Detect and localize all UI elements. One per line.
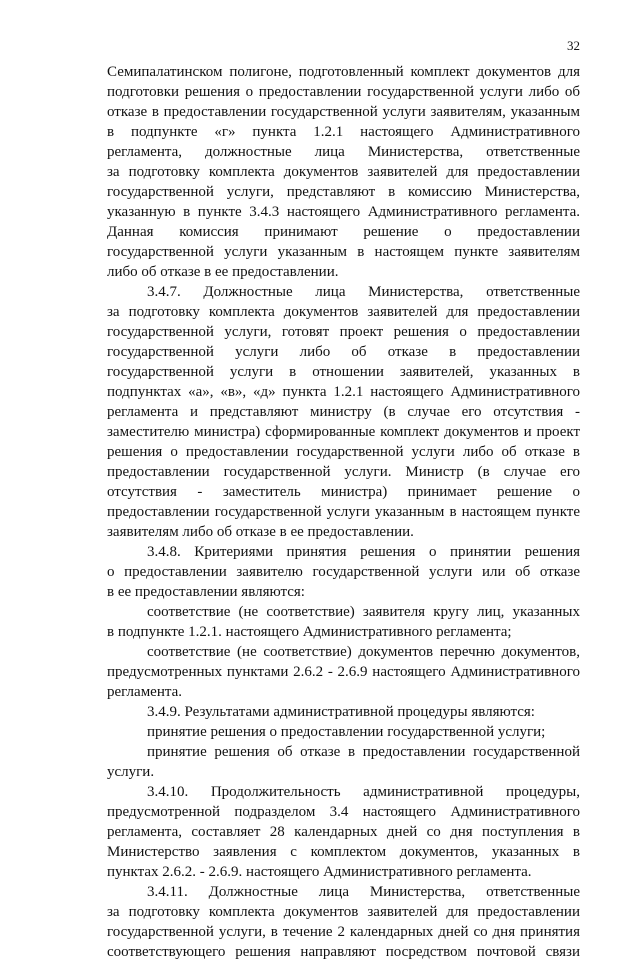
text-line: подготовки решения о предоставлении государственной услуги либо об [107, 84, 580, 100]
text-line: подпунктах «а», «в», «д» пункта 1.2.1 настоящего Административного [107, 384, 580, 400]
text-line: регламента, составляет 28 календарных дней со дня поступления в [107, 824, 580, 840]
text-line: Данная комиссия принимают решение о предоставлении [107, 224, 580, 240]
text-line: предусмотренных пунктами 2.6.2 - 2.6.9 настоящего Административного [107, 664, 580, 680]
text-line: заявителям либо об отказе в ее предоставлении. [107, 524, 414, 540]
text-line: государственной услуги, готовят проект решения о предоставлении [107, 324, 580, 340]
text-line: за подготовку комплекта документов заявителей для предоставлении [107, 164, 580, 180]
text-line: в ее предоставлении являются: [107, 584, 305, 600]
page-number: 32 [567, 38, 580, 53]
text-line: отказе в предоставлении государственной услуги заявителям, указанным [107, 104, 580, 120]
text-line: за подготовку комплекта документов заявителей для предоставлении [107, 904, 580, 920]
text-line: государственной услуги в отношении заявителей, указанных в [107, 364, 580, 380]
text-line: пунктах 2.6.2. - 2.6.9. настоящего Административного регламента. [107, 864, 532, 880]
text-line: 3.4.11. Должностные лица Министерства, ответственные [147, 884, 580, 900]
text-line: соответствие (не соответствие) заявителя кругу лиц, указанных [147, 604, 580, 620]
body-text [107, 62, 580, 962]
text-line: принятие решения об отказе в предоставлении государственной [147, 744, 580, 760]
text-line: государственной услуги, в течение 2 календарных дней со дня принятия [107, 924, 580, 940]
text-line: регламента. [107, 684, 183, 700]
text-line: Министерство заявления с комплектом документов, указанных в [107, 844, 580, 860]
text-line: за подготовку комплекта документов заявителей для предоставлении [107, 304, 580, 320]
text-line: либо об отказе в ее предоставлении. [107, 264, 339, 280]
text-line: в подпункте «г» пункта 1.2.1 настоящего Административного [107, 124, 580, 140]
text-line: предоставлении государственной услуги указанным в настоящем пункте [107, 504, 580, 520]
text-line: 3.4.10. Продолжительность административной процедуры, [147, 784, 580, 800]
text-line: в подпункте 1.2.1. настоящего Административного регламента; [107, 624, 512, 640]
text-line: регламента, должностные лица Министерства, ответственные [107, 144, 580, 160]
text-line: услуги. [107, 764, 155, 780]
text-line: принятие решения о предоставлении государственной услуги; [147, 724, 546, 740]
text-line: предусмотренной подразделом 3.4 настоящего Административного [107, 804, 580, 820]
text-line: соответствие (не соответствие) документов перечню документов, [147, 644, 580, 660]
text-line: указанную в пункте 3.4.3 настоящего Административного регламента. [107, 204, 580, 220]
text-line: соответствующего решения направляют посредством почтовой связи [107, 944, 580, 960]
text-line: государственной услуги, представляют в комиссию Министерства, [107, 184, 580, 200]
text-line: регламента и представляют министру (в случае его отсутствия - [107, 404, 580, 420]
text-line: решения о предоставлении государственной услуги либо об отказе в [107, 444, 580, 460]
text-line: Семипалатинском полигоне, подготовленный комплект документов для [107, 64, 580, 80]
text-line: 3.4.8. Критериями принятия решения о принятии решения [147, 544, 580, 560]
text-line: 3.4.7. Должностные лица Министерства, ответственные [147, 284, 580, 300]
text-line: государственной услуги указанным в настоящем пункте заявителям [107, 244, 580, 260]
text-line: отсутствия - заместитель министра) принимает решение о [107, 484, 580, 500]
text-line: 3.4.9. Результатами административной процедуры являются: [147, 704, 535, 720]
text-line: предоставлении государственной услуги. Министр (в случае его [107, 464, 580, 480]
text-line: заместителю министра) сформированные комплект документов и проект [107, 424, 580, 440]
text-line: о предоставлении заявителю государственной услуги или об отказе [107, 564, 580, 580]
text-line: государственной услуги либо об отказе в предоставлении [107, 344, 580, 360]
